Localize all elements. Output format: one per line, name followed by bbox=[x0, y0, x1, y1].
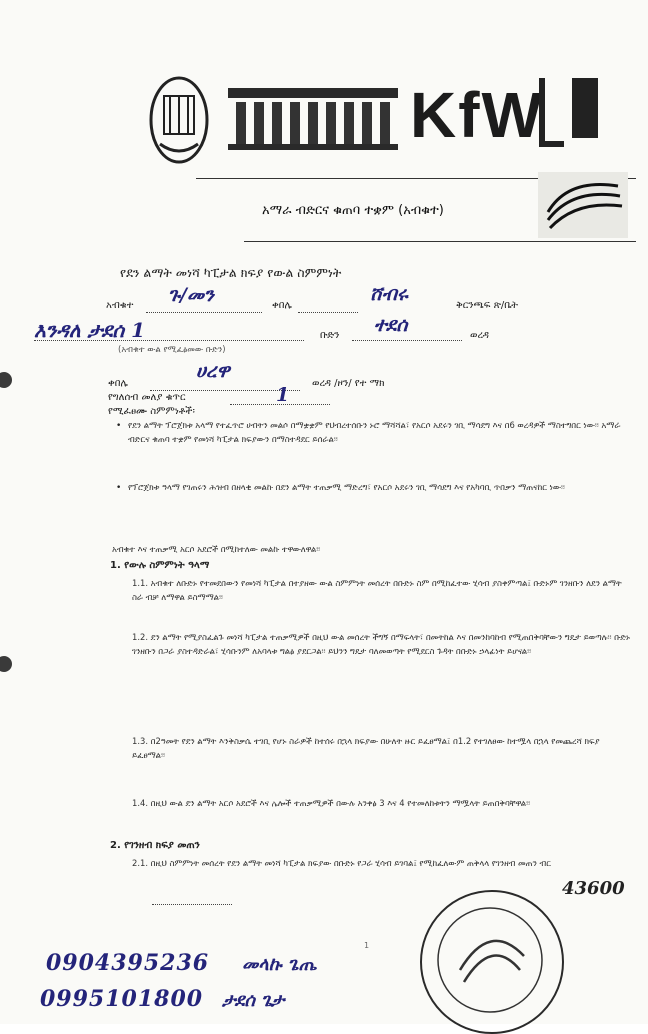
handwritten-phone-2: 0995101800 bbox=[40, 986, 204, 1012]
woreda-zone-label: ወረዳ /ዞን/ የተ ማክ bbox=[312, 378, 385, 389]
branch-office-label: ቅርንጫፍ ጽ/ቤት bbox=[456, 300, 518, 311]
group-name-value: እንዳለ ታደሰ 1 bbox=[34, 318, 146, 342]
logo-bar bbox=[140, 70, 620, 170]
section-item: 1.3. በ2ዓመት የደን ልማት እንቅስቃሴ ተገቢ የሆኑ ስራዎች ከተሰሩ በኋላ ክፍያው በሁለት ዙር ይፈፀማል፤ በ1.2 የተገለፀው ከተሟላ በኋላ የመጨረሻ ክፍያ ይፈፀማል፡፡ bbox=[132, 736, 600, 761]
group-name-field bbox=[34, 316, 304, 341]
kebele-field bbox=[298, 288, 358, 313]
handwritten-name-1: መላኩ ጌጤ bbox=[242, 954, 317, 975]
building-logo bbox=[228, 88, 398, 150]
group-value: ተደሰ bbox=[374, 314, 408, 336]
group-label: ቡድን bbox=[320, 330, 340, 341]
org-name: አማራ ብድርና ቁጠባ ተቋም (አብቁተ) bbox=[262, 203, 444, 218]
bullet-icon: • bbox=[116, 421, 122, 431]
form-title: የደን ልማት መነሻ ካፒታል ክፍያ የውል ስምምነት bbox=[120, 265, 342, 280]
handwritten-name-2: ታደሰ ጌታ bbox=[222, 990, 285, 1011]
group-note: (አብቁተ ውል የሚፈፅመው ቡድን) bbox=[118, 345, 226, 355]
kebele-value: ሸብሩ bbox=[370, 283, 408, 305]
branch-label: አብቁተ bbox=[106, 300, 134, 311]
stamp-emblem-icon bbox=[420, 890, 560, 1030]
section-heading: 2. የገንዘብ ክፍያ መጠን bbox=[110, 840, 200, 851]
section-item: 1.1. አብቁተ ለቡድኑ የተመደበውን የመነሻ ካፒታል በተያዘው ውል ስምምነት መሰረት በቡድኑ ስም በሚከፈተው ሂሳብ ያስቀምጣል፤ ቡድኑም ገንዘቡን ለደን ልማት ስራ ብቻ ለማዋል ይስማማል፡፡ bbox=[132, 578, 622, 603]
bullet-icon: • bbox=[116, 483, 122, 493]
kfw-logo bbox=[410, 80, 544, 150]
official-stamp bbox=[420, 890, 564, 1034]
kebele-2-label: ቀበሌ bbox=[108, 378, 128, 389]
branch-value: ጉ/መን bbox=[168, 284, 214, 306]
section-item: 2.1. በዚህ ስምምነት መሰረት የደን ልማት መነሻ ካፒታል ክፍያው በቡድኑ የጋራ ሂሳብ ይገባል፤ የሚከፈለውም ጠቅላላ የገንዘብ መጠን ብር bbox=[132, 858, 551, 868]
regional-emblem-logo bbox=[148, 74, 210, 166]
section-item: 1.4. በዚህ ውል ደን ልማት አርሶ አደሮች እና ሌሎች ተጠቃሚዎች በውሉ አንቀፅ 3 እና 4 የተመለከቱትን ማሟላት ይጠበቅባቸዋል፡፡ bbox=[132, 798, 531, 808]
german-cooperation-logo bbox=[538, 74, 604, 158]
org-divider bbox=[244, 241, 636, 242]
kfw-logo-text: KfW bbox=[410, 79, 544, 151]
section-item: 1.2. ደን ልማት የሚያስፈልጉ መነሻ ካፒታል ተጠቃሚዎች በዚህ ውል መሰረት ችግኝ በማፍላት፣ በመትከል እና በመንከባከብ የሚጠበቅባቸውን ግዴታ ይወጣሉ፡፡ ቡድኑ ገንዘቡን በጋራ ያስተዳድራል፣ ሂሳቡንም ለአባላቱ ግልፅ ያደርጋል፡፡ ይህንን ግዴታ ባለመወጣት የሚደርስ ጉዳት በቡድኑ ኃላፊነት ይሆናል፡፡ bbox=[132, 632, 631, 657]
amount-value: 43600 bbox=[562, 878, 625, 899]
kebele-2-value: ሀረዋ bbox=[196, 360, 230, 382]
id-number-value: 1 bbox=[276, 384, 290, 406]
kebele-label: ቀበሌ bbox=[272, 300, 292, 311]
id-number-label: የግለሰብ መለያ ቁጥር bbox=[108, 392, 186, 403]
acsi-logo bbox=[538, 172, 628, 238]
page-number: 1 bbox=[364, 941, 370, 950]
punch-hole-top bbox=[0, 372, 12, 388]
agreements-label: የሚፈፀሙ ስምምነቶች፡ bbox=[108, 406, 195, 417]
section-heading: 1. የውሉ ስምምነት ዓላማ bbox=[110, 560, 210, 571]
woreda-label: ወረዳ bbox=[470, 330, 489, 341]
body-paragraph: የደን ልማት ፕሮጀክቱ አላማ የተፈጥሮ ሀብትን መልሶ በማቋቋም የህብረተሰቡን ኑሮ ማሻሻል፣ የአርሶ አደሩን ገቢ ማሳደግ እና በ6 ወረዳዎች ማስተግበር ነው፡፡ አማራ ብድርና ቁጠባ ተቋም የመነሻ ካፒታል ክፍያውን በማስተዳደር ይሰራል፡፡ bbox=[128, 420, 621, 445]
punch-hole-bottom bbox=[0, 656, 12, 672]
amount-line bbox=[152, 900, 232, 905]
body-paragraph: አብቁተ እና ተጠቃሚ አርሶ አደሮች በሚከተለው መልኩ ተዋውለዋል፡፡ bbox=[112, 544, 321, 554]
body-paragraph: የፕሮጀክቱ ዓላማ የገጠሩን ሕዝብ በዘላቂ መልኩ በደን ልማት ተጠቃሚ ማድረግ፣ የአርሶ አደሩን ገቢ ማሳደግ እና የአካባቢ ጥበቃን ማጠናከር ነው፡፡ bbox=[128, 482, 565, 492]
handwritten-phone-1: 0904395236 bbox=[46, 950, 210, 976]
